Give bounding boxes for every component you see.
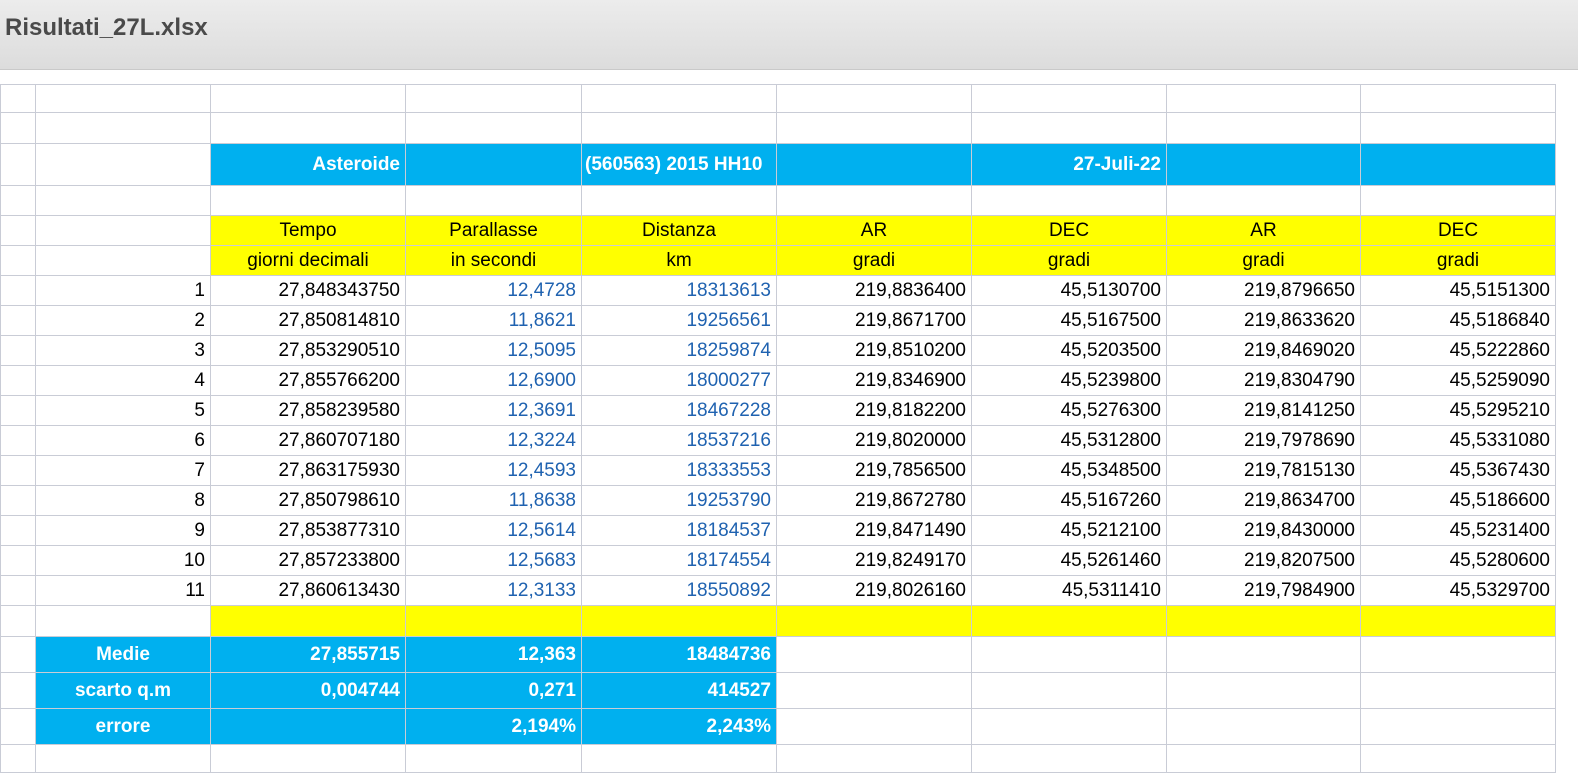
- dec-2-value[interactable]: 45,5367430: [1361, 456, 1556, 486]
- tempo-value[interactable]: 27,850814810: [211, 306, 406, 336]
- stat-label-errore[interactable]: errore: [36, 709, 211, 745]
- dec-1-value[interactable]: 45,5167260: [972, 486, 1167, 516]
- observation-row: [1, 366, 1556, 396]
- distanza-value[interactable]: 18174554: [582, 546, 777, 576]
- ar-1-value[interactable]: 219,8026160: [777, 576, 972, 606]
- dec-2-value[interactable]: 45,5280600: [1361, 546, 1556, 576]
- dec-1-value[interactable]: 45,5276300: [972, 396, 1167, 426]
- stat-errore-parallasse[interactable]: 2,194%: [406, 709, 582, 745]
- distanza-value[interactable]: 18184537: [582, 516, 777, 546]
- dec-2-value[interactable]: 45,5331080: [1361, 426, 1556, 456]
- ar-1-value[interactable]: 219,8510200: [777, 336, 972, 366]
- dec-1-value[interactable]: 45,5203500: [972, 336, 1167, 366]
- observation-row: [1, 276, 1556, 306]
- dec-2-value[interactable]: 45,5186840: [1361, 306, 1556, 336]
- ar-2-value[interactable]: 219,8633620: [1167, 306, 1361, 336]
- dec-2-value[interactable]: 45,5295210: [1361, 396, 1556, 426]
- dec-1-value[interactable]: 45,5348500: [972, 456, 1167, 486]
- parallasse-value[interactable]: 12,5683: [406, 546, 582, 576]
- header-tempo[interactable]: Tempo: [211, 216, 406, 246]
- dec-2-value[interactable]: 45,5329700: [1361, 576, 1556, 606]
- ar-2-value[interactable]: 219,7984900: [1167, 576, 1361, 606]
- observation-row: [1, 546, 1556, 576]
- row-index[interactable]: 4: [36, 366, 211, 396]
- unit-dec-1[interactable]: gradi: [972, 246, 1167, 276]
- sheet-row-empty: [1, 186, 1556, 216]
- stats-row-scarto: [1, 673, 1556, 709]
- tempo-value[interactable]: 27,860707180: [211, 426, 406, 456]
- stat-scarto-distanza[interactable]: 414527: [582, 673, 777, 709]
- dec-1-value[interactable]: 45,5212100: [972, 516, 1167, 546]
- header-distanza[interactable]: Distanza: [582, 216, 777, 246]
- distanza-value[interactable]: 19253790: [582, 486, 777, 516]
- stat-label-medie[interactable]: Medie: [36, 637, 211, 673]
- stat-label-scarto[interactable]: scarto q.m: [36, 673, 211, 709]
- tempo-value[interactable]: 27,863175930: [211, 456, 406, 486]
- header-dec-2[interactable]: DEC: [1361, 216, 1556, 246]
- ar-2-value[interactable]: 219,7815130: [1167, 456, 1361, 486]
- ar-1-value[interactable]: 219,7856500: [777, 456, 972, 486]
- asteroid-name-cell[interactable]: (560563) 2015 HH10: [582, 144, 777, 186]
- tempo-value[interactable]: 27,858239580: [211, 396, 406, 426]
- dec-1-value[interactable]: 45,5261460: [972, 546, 1167, 576]
- row-index[interactable]: 3: [36, 336, 211, 366]
- dec-1-value[interactable]: 45,5312800: [972, 426, 1167, 456]
- distanza-value[interactable]: 18313613: [582, 276, 777, 306]
- dec-1-value[interactable]: 45,5239800: [972, 366, 1167, 396]
- row-index[interactable]: 10: [36, 546, 211, 576]
- row-index[interactable]: 8: [36, 486, 211, 516]
- dec-2-value[interactable]: 45,5186600: [1361, 486, 1556, 516]
- spreadsheet-grid: [0, 84, 1556, 773]
- ar-1-value[interactable]: 219,8182200: [777, 396, 972, 426]
- ar-1-value[interactable]: 219,8249170: [777, 546, 972, 576]
- unit-parallasse[interactable]: in secondi: [406, 246, 582, 276]
- stat-errore-distanza[interactable]: 2,243%: [582, 709, 777, 745]
- observation-row: [1, 516, 1556, 546]
- stat-scarto-parallasse[interactable]: 0,271: [406, 673, 582, 709]
- ar-1-value[interactable]: 219,8471490: [777, 516, 972, 546]
- parallasse-value[interactable]: 12,3133: [406, 576, 582, 606]
- tempo-value[interactable]: 27,855766200: [211, 366, 406, 396]
- header-dec-1[interactable]: DEC: [972, 216, 1167, 246]
- distanza-value[interactable]: 18333553: [582, 456, 777, 486]
- row-index[interactable]: 1: [36, 276, 211, 306]
- tempo-value[interactable]: 27,848343750: [211, 276, 406, 306]
- stats-row-errore: [1, 709, 1556, 745]
- sheet-row-empty: [1, 113, 1556, 144]
- observation-row: [1, 456, 1556, 486]
- observation-row: [1, 576, 1556, 606]
- parallasse-value[interactable]: 12,4728: [406, 276, 582, 306]
- row-index[interactable]: 5: [36, 396, 211, 426]
- stat-medie-parallasse[interactable]: 12,363: [406, 637, 582, 673]
- row-index[interactable]: 7: [36, 456, 211, 486]
- parallasse-value[interactable]: 12,3691: [406, 396, 582, 426]
- parallasse-value[interactable]: 11,8621: [406, 306, 582, 336]
- ar-1-value[interactable]: 219,8671700: [777, 306, 972, 336]
- ar-2-value[interactable]: 219,8207500: [1167, 546, 1361, 576]
- distanza-value[interactable]: 18259874: [582, 336, 777, 366]
- observation-row: [1, 486, 1556, 516]
- row-index[interactable]: 6: [36, 426, 211, 456]
- header-ar-2[interactable]: AR: [1167, 216, 1361, 246]
- tempo-value[interactable]: 27,853290510: [211, 336, 406, 366]
- parallasse-value[interactable]: 12,5614: [406, 516, 582, 546]
- sheet-row-empty: [1, 85, 1556, 113]
- stat-medie-distanza[interactable]: 18484736: [582, 637, 777, 673]
- title-row: [1, 144, 1556, 186]
- ar-2-value[interactable]: 219,8304790: [1167, 366, 1361, 396]
- parallasse-value[interactable]: 12,6900: [406, 366, 582, 396]
- asteroid-label-cell[interactable]: Asteroide: [211, 144, 406, 186]
- dec-1-value[interactable]: 45,5130700: [972, 276, 1167, 306]
- window-title: Risultati_27L.xlsx: [5, 14, 208, 41]
- parallasse-value[interactable]: 11,8638: [406, 486, 582, 516]
- distanza-value[interactable]: 18000277: [582, 366, 777, 396]
- stat-errore-tempo[interactable]: [211, 709, 406, 745]
- dec-2-value[interactable]: 45,5259090: [1361, 366, 1556, 396]
- parallasse-value[interactable]: 12,3224: [406, 426, 582, 456]
- ar-1-value[interactable]: 219,8672780: [777, 486, 972, 516]
- dec-2-value[interactable]: 45,5231400: [1361, 516, 1556, 546]
- unit-tempo[interactable]: giorni decimali: [211, 246, 406, 276]
- ar-2-value[interactable]: 219,8796650: [1167, 276, 1361, 306]
- observation-row: [1, 426, 1556, 456]
- observation-row: [1, 336, 1556, 366]
- row-index[interactable]: 11: [36, 576, 211, 606]
- column-header-row: [1, 216, 1556, 246]
- header-ar-1[interactable]: AR: [777, 216, 972, 246]
- observation-rows: [1, 276, 1556, 606]
- ar-1-value[interactable]: 219,8346900: [777, 366, 972, 396]
- unit-dec-2[interactable]: gradi: [1361, 246, 1556, 276]
- tempo-value[interactable]: 27,857233800: [211, 546, 406, 576]
- distanza-value[interactable]: 19256561: [582, 306, 777, 336]
- row-index[interactable]: 9: [36, 516, 211, 546]
- row-index[interactable]: 2: [36, 306, 211, 336]
- column-unit-row: [1, 246, 1556, 276]
- ar-2-value[interactable]: 219,8469020: [1167, 336, 1361, 366]
- dec-1-value[interactable]: 45,5311410: [972, 576, 1167, 606]
- tempo-value[interactable]: 27,850798610: [211, 486, 406, 516]
- observation-row: [1, 396, 1556, 426]
- window-titlebar: [0, 0, 1578, 70]
- unit-ar-1[interactable]: gradi: [777, 246, 972, 276]
- parallasse-value[interactable]: 12,4593: [406, 456, 582, 486]
- dec-1-value[interactable]: 45,5167500: [972, 306, 1167, 336]
- distanza-value[interactable]: 18550892: [582, 576, 777, 606]
- parallasse-value[interactable]: 12,5095: [406, 336, 582, 366]
- stat-scarto-tempo[interactable]: 0,004744: [211, 673, 406, 709]
- ar-2-value[interactable]: 219,8430000: [1167, 516, 1361, 546]
- unit-distanza[interactable]: km: [582, 246, 777, 276]
- stat-medie-tempo[interactable]: 27,855715: [211, 637, 406, 673]
- ar-2-value[interactable]: 219,8634700: [1167, 486, 1361, 516]
- dec-2-value[interactable]: 45,5222860: [1361, 336, 1556, 366]
- observation-date-cell[interactable]: 27-Juli-22: [972, 144, 1167, 186]
- header-parallasse[interactable]: Parallasse: [406, 216, 582, 246]
- observation-row: [1, 306, 1556, 336]
- sheet-row-empty: [1, 745, 1556, 773]
- unit-ar-2[interactable]: gradi: [1167, 246, 1361, 276]
- tempo-value[interactable]: 27,853877310: [211, 516, 406, 546]
- ar-2-value[interactable]: 219,8141250: [1167, 396, 1361, 426]
- ar-2-value[interactable]: 219,7978690: [1167, 426, 1361, 456]
- distanza-value[interactable]: 18537216: [582, 426, 777, 456]
- stats-row-medie: [1, 637, 1556, 673]
- ar-1-value[interactable]: 219,8020000: [777, 426, 972, 456]
- distanza-value[interactable]: 18467228: [582, 396, 777, 426]
- yellow-separator-row: [1, 606, 1556, 637]
- dec-2-value[interactable]: 45,5151300: [1361, 276, 1556, 306]
- ar-1-value[interactable]: 219,8836400: [777, 276, 972, 306]
- tempo-value[interactable]: 27,860613430: [211, 576, 406, 606]
